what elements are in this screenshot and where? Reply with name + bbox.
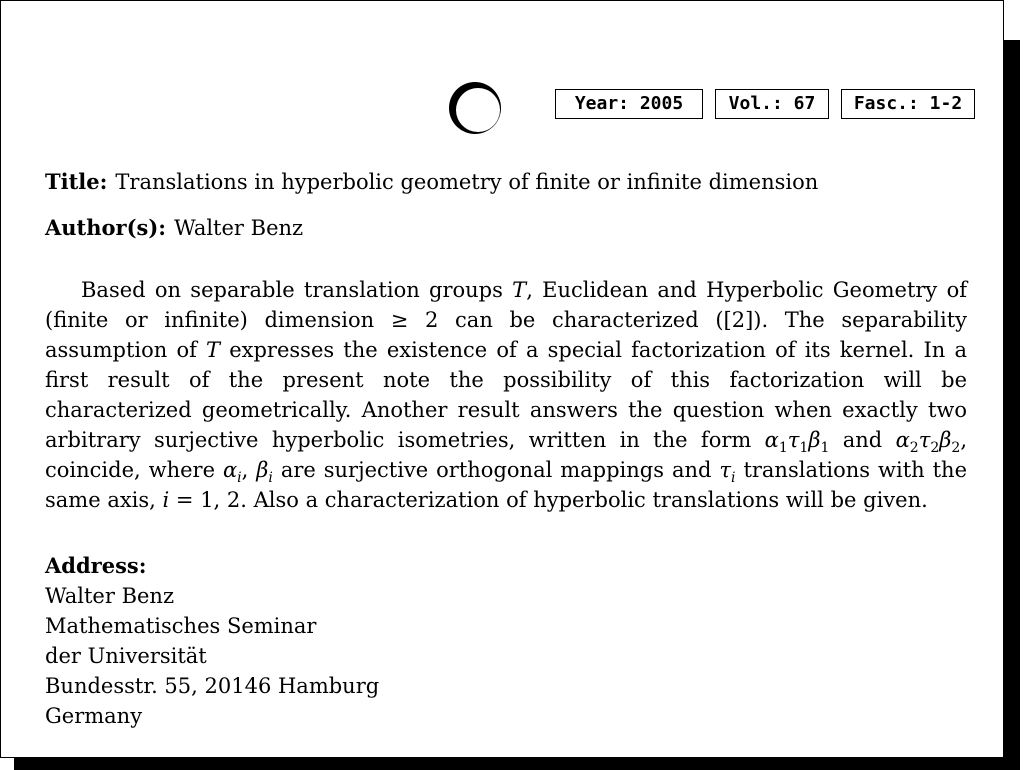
- address-line: Germany: [45, 704, 143, 728]
- address-line: Bundesstr. 55, 20146 Hamburg: [45, 674, 380, 698]
- year-box: Year: 2005: [555, 89, 703, 119]
- author-value: Walter Benz: [174, 216, 304, 240]
- author-line: [45, 215, 303, 241]
- address-line: Walter Benz: [45, 584, 175, 608]
- title-value: Translations in hyperbolic geometry of finite or infinite dimension: [115, 170, 819, 194]
- fascicle-box: Fasc.: 1-2: [841, 89, 975, 119]
- abstract: Based on separable translation groups T, Euclidean and Hyperbolic Geometry of (finite or infinite) dimension ≥ 2 can be characterized ([2]). The separability assumption of T expresses the existence of a special factorization of its kernel. In a first result of the present note the possibility of this factorization will be characterized geometrically. Another result answers the question when exactly two arbitrary surjective hyperbolic isometries, written in the form $\alpha_1\tau_1\beta_1$ and $\alpha_2\tau_2\beta_2$, coincide, where $\alpha_i$, $\beta_i$ are surjective orthogonal mappings and $\tau_i$ translations with the same axis, i = 1, 2. Also a characterization of hyperbolic translations will be given.: [45, 278, 968, 512]
- address-line: der Universität: [45, 644, 207, 668]
- address-block: [45, 551, 379, 731]
- crescent-logo-icon: [447, 81, 503, 135]
- title-line: [45, 169, 818, 195]
- volume-box: Vol.: 67: [715, 89, 829, 119]
- title-label: Title:: [45, 169, 108, 194]
- address-label: Address:: [45, 553, 147, 578]
- address-line: Mathematisches Seminar: [45, 614, 317, 638]
- author-label: Author(s):: [45, 215, 167, 240]
